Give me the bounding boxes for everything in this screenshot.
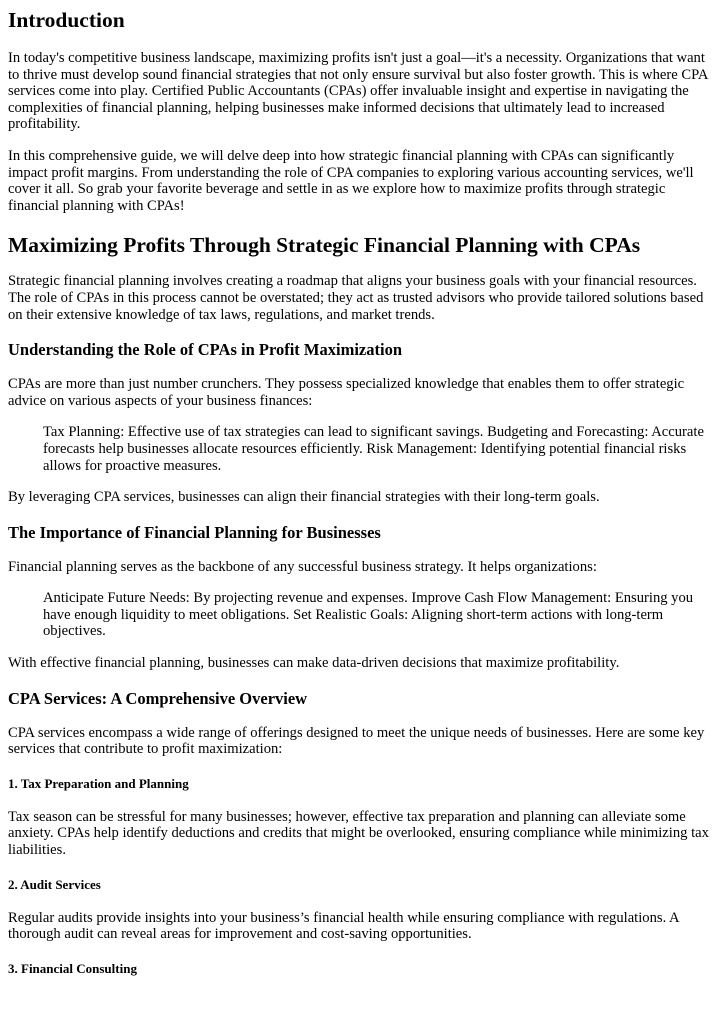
- role-closing: By leveraging CPA services, businesses can align their financial strategies with their long-term goals.: [8, 489, 600, 506]
- role-blockquote: Tax Planning: Effective use of tax strategies can lead to significant savings. Budgeting and Forecasting: Accurate forecasts help businesses allocate resources efficiently. Risk Management: Identifying potential financial risks allows for proactive measures.: [43, 424, 704, 474]
- importance-heading: The Importance of Financial Planning for Businesses: [8, 522, 381, 542]
- service-heading-consulting: 3. Financial Consulting: [8, 960, 137, 976]
- intro-heading: Introduction: [8, 8, 125, 32]
- service-heading-audit: 2. Audit Services: [8, 876, 101, 892]
- intro-paragraph-1: In today's competitive business landscape, maximizing profits isn't just a goal—it's a necessity. Organizations that want to thrive must develop sound financial strategies that not only ensure survival but also foster growth. This is where CPA services come into play. Certified Public Accountants (CPAs) offer invaluable insight and expertise in navigating the complexities of financial planning, helping businesses make informed decisions that ultimately lead to increased profitability.: [8, 50, 708, 133]
- service-paragraph-audit: Regular audits provide insights into your business’s financial health while ensuring compliance with regulations. A thorough audit can reveal areas for improvement and cost-saving opportunities.: [8, 909, 679, 943]
- role-paragraph: CPAs are more than just number crunchers. They possess specialized knowledge that enables them to offer strategic advice on various aspects of your business finances:: [8, 376, 685, 409]
- importance-paragraph: Financial planning serves as the backbone of any successful business strategy. It helps organizations:: [8, 558, 597, 575]
- service-heading-tax: 1. Tax Preparation and Planning: [8, 775, 189, 791]
- services-paragraph: CPA services encompass a wide range of offerings designed to meet the unique needs of businesses. Here are some key services that contribute to profit maximization:: [8, 724, 705, 758]
- services-heading: CPA Services: A Comprehensive Overview: [8, 688, 308, 708]
- importance-closing: With effective financial planning, businesses can make data-driven decisions that maximize profitability.: [8, 655, 620, 672]
- intro-paragraph-2: In this comprehensive guide, we will delve deep into how strategic financial planning with CPAs can significantly impact profit margins. From understanding the role of CPA companies to exploring various accounting services, we'll cover it all. So grab your favorite beverage and settle in as we explore how to maximize profits through strategic financial planning with CPAs!: [8, 147, 694, 214]
- main-paragraph: Strategic financial planning involves creating a roadmap that aligns your business goals with your financial resources. The role of CPAs in this process cannot be overstated; they act as trusted advisors who provide tailored solutions based on their extensive knowledge of tax laws, regulations, and market trends.: [8, 273, 704, 323]
- importance-blockquote: Anticipate Future Needs: By projecting revenue and expenses. Improve Cash Flow Management: Ensuring you have enough liquidity to meet obligations. Set Realistic Goals: Aligning short-term actions with long-term objectives.: [43, 590, 694, 640]
- main-heading: Maximizing Profits Through Strategic Financial Planning with CPAs: [8, 233, 641, 258]
- service-paragraph-tax: Tax season can be stressful for many businesses; however, effective tax preparation and planning can alleviate some anxiety. CPAs help identify deductions and credits that might be overlooked, ensuring compliance while minimizing tax liabilities.: [8, 808, 709, 859]
- role-heading: Understanding the Role of CPAs in Profit Maximization: [8, 340, 402, 360]
